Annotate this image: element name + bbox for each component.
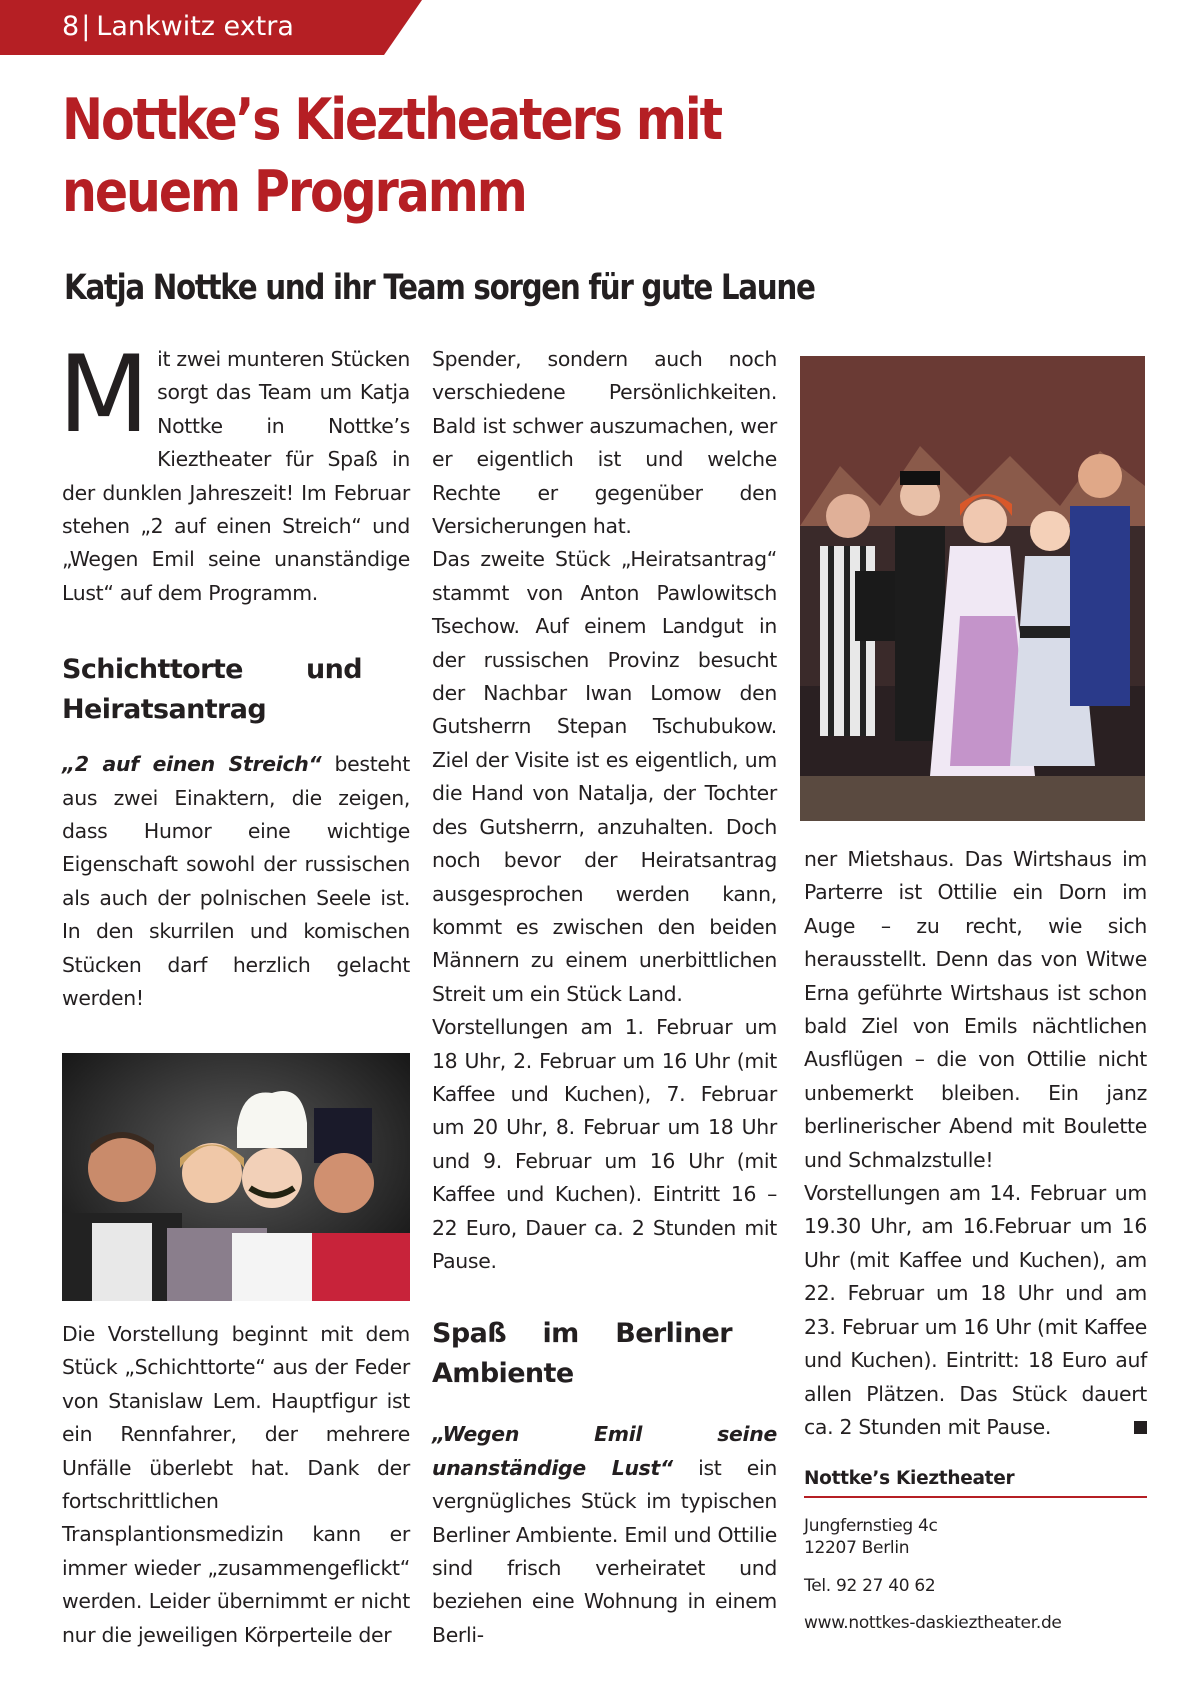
paragraph-dates-second-show <box>804 1177 1147 1444</box>
paragraph-text: Vorstellungen am 14. Februar um 19.30 Uhr, am 16.Februar um 16 Uhr (mit Kaffee und Kuchen), am 22. Februar um 18 Uhr und am 23. Februar um 16 Uhr (mit Kaffee und Kuchen). Eintritt: 18 Euro auf allen Plätzen. Das Stück dauert ca. 2 Stunden mit Pause. <box>804 1181 1147 1439</box>
paragraph-spender: Spender, sondern auch noch verschiedene Persönlichkeiten. Bald ist schwer auszumachen, wer er eigentlich ist und welche Rechte er gegenüber den Versicherungen hat. <box>432 347 777 539</box>
paragraph-heiratsantrag: Das zweite Stück „Heiratsantrag“ stammt von Anton Pawlowitsch Tsechow. Auf einem Landgut in der russischen Provinz besucht der Nachbar Iwan Lomow den Gutsherrn Stepan Tschubukow. Ziel der Visite ist es eigentlich, um die Hand von Natalja, der Tochter des Gutsherrn, anzuhalten. Doch noch bevor der Heiratsantrag ausgesprochen werden kann, kommt es zwischen den beiden Männern zu einem unerbittlichen Streit um ein Stück Land. <box>432 547 777 1006</box>
drop-cap: M <box>58 333 150 456</box>
photo-stage-ensemble-image <box>800 356 1145 821</box>
intro-paragraph <box>58 333 410 610</box>
emphasis-title: „2 auf einen Streich“ <box>62 752 322 777</box>
intro-text: it zwei munteren Stücken sorgt das Team um Katja Nottke in Nottke’s Kieztheater für Spaß in der dunklen Jahreszeit! Im Februar stehen „2 auf einen Streich“ und „Wegen Emil seine unanständige Lust“ auf dem Programm. <box>62 347 410 605</box>
article-column-2 <box>432 343 777 1652</box>
photo-stage-ensemble <box>800 356 1145 821</box>
paragraph-text: ist ein vergnügliches Stück im typischen Berliner Ambiente. Emil und Ottilie sind frisch verheiratet und beziehen eine Wohnung in einem Berli- <box>432 1455 777 1647</box>
subhead-schichttorte: Schichttorte und Heiratsantrag <box>62 654 362 726</box>
photo-four-actors-image <box>62 1053 410 1301</box>
page-number: 8 <box>62 11 80 42</box>
page-title: Nottke’s Kieztheaters mit neuem Programm <box>62 87 722 225</box>
section-name: Lankwitz extra <box>96 11 294 42</box>
paragraph-dates-first-show: Vorstellungen am 1. Februar um 18 Uhr, 2. Februar um 16 Uhr (mit Kaffee und Kuchen), 7. Februar um 20 Uhr, 8. Februar um 18 Uhr und 9. Februar um 16 Uhr (mit Kaffee und Kuchen). Eintritt 16 – 22 Euro, Dauer ca. 2 Stunden mit Pause. <box>432 1015 777 1273</box>
subhead-berliner-ambiente: Spaß im Berliner Ambiente <box>432 1318 732 1390</box>
photo-four-actors <box>62 1053 410 1301</box>
section-header <box>62 8 294 46</box>
info-phone: Tel. 92 27 40 62 <box>804 1576 936 1596</box>
subtitle: Katja Nottke und ihr Team sorgen für gute Laune <box>64 268 815 308</box>
emphasis-title: „Wegen Emil seine unanständige Lust“ <box>432 1422 777 1480</box>
info-box-title: Nottke’s Kieztheater <box>804 1464 1147 1498</box>
paragraph-wegen-emil <box>432 1418 777 1652</box>
info-street: Jungfernstieg 4c <box>804 1516 938 1536</box>
paragraph-text: besteht aus zwei Einaktern, die zeigen, dass Humor eine wichtige Eigenschaft sowohl der russischen als auch der polnischen Seele ist. In den skurrilen und komischen Stücken darf herzlich gelacht werden! <box>62 752 410 1011</box>
info-website[interactable]: www.nottkes-daskieztheater.de <box>804 1613 1062 1633</box>
paragraph-two-auf-einen-streich <box>62 748 410 1015</box>
article-column-1 <box>58 333 410 1016</box>
info-city: 12207 Berlin <box>804 1538 910 1558</box>
paragraph-schichttorte: Die Vorstellung beginnt mit dem Stück „Schichttorte“ aus der Feder von Stanislaw Lem. Hauptfigur ist ein Rennfahrer, der mehrere Unfälle überlebt hat. Dank der fortschrittlichen Transplantionsmedizin kann er immer wieder „zusammengeflickt“ werden. Leider übernimmt er nicht nur die jeweiligen Körperteile der <box>62 1322 410 1647</box>
article-column-1-continued <box>62 1318 410 1652</box>
article-column-3 <box>804 843 1147 1444</box>
paragraph-mietshaus: ner Mietshaus. Das Wirtshaus im Parterre ist Ottilie ein Dorn im Auge – zu recht, wie sich herausstellt. Denn das von Witwe Erna geführte Wirtshaus ist schon bald Ziel von Emils nächtlichen Ausflügen – die von Ottilie nicht unbemerkt bleiben. Ein janz berlinerischer Abend mit Boulette und Schmalzstulle! <box>804 847 1147 1172</box>
article-end-mark <box>1134 1421 1147 1434</box>
header-separator: | <box>81 11 91 42</box>
